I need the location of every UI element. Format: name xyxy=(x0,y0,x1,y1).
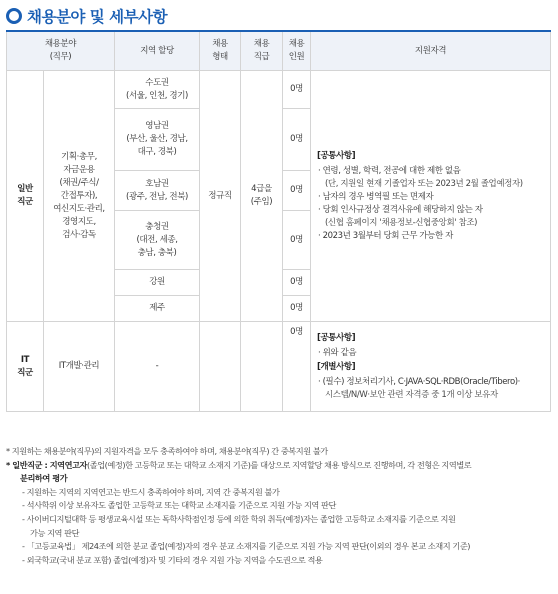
region-cell: 호남권 (광주, 전남, 전북) xyxy=(115,171,200,211)
count-cell: 0명 xyxy=(283,71,311,109)
region-cell: 영남권 (부산, 울산, 경남, 대구, 경북) xyxy=(115,109,200,171)
grade-cell: 4급을 (주임) xyxy=(241,71,283,322)
header-grade: 채용 직급 xyxy=(241,31,283,71)
header-field: 채용분야 (직무) xyxy=(7,31,115,71)
header-row xyxy=(7,31,551,71)
duty-it: IT개발·관리 xyxy=(44,322,115,412)
note-sub-line: - 외국학교(국내 분교 포함) 졸업(예정)자 및 기타의 경우 지원 가능 지역을 수도권으로 적용 xyxy=(22,554,323,565)
table-row xyxy=(7,71,551,109)
circle-bullet-icon xyxy=(6,8,22,24)
count-cell: 0명 xyxy=(283,270,311,296)
table-row xyxy=(7,322,551,412)
employment-type: 정규직 xyxy=(200,71,241,322)
region-cell: 강원 xyxy=(115,270,200,296)
header-region: 지역 할당 xyxy=(115,31,200,71)
type-it xyxy=(200,322,241,412)
note-sub-line: - 사이버디지털대학 등 평생교육시설 또는 독학사학점인정 등에 의한 학위 취득(예정)자는 졸업한 고등학교 소재지를 기준으로 지원 xyxy=(22,513,456,524)
header-count: 채용 인원 xyxy=(283,31,311,71)
note-line: 분리하여 평가 xyxy=(20,473,68,484)
header-qualification: 지원자격 xyxy=(311,31,551,71)
category-general: 일반 직군 xyxy=(7,71,44,322)
note-sub-line: - 석사학위 이상 보유자도 졸업한 고등학교 또는 대학교 소재지를 기준으로 지원 가능 지역 판단 xyxy=(22,500,336,511)
note-sub-line: - 「고등교육법」 제24조에 의한 분교 졸업(예정)자의 경우 분교 소재지를 기준으로 지원 가능 지역 판단(이외의 경우 본교 소재지 기준) xyxy=(22,541,471,552)
count-cell: 0명 xyxy=(283,109,311,171)
notes-section xyxy=(6,445,552,567)
note-line: * 지원하는 채용분야(직무)의 지원자격을 모두 충족하여야 하며, 채용분야(직무) 간 중복지원 불가 xyxy=(6,446,328,456)
region-cell: 제주 xyxy=(115,296,200,322)
count-cell: 0명 xyxy=(283,211,311,270)
region-cell: 충청권 (대전, 세종, 충남, 충북) xyxy=(115,211,200,270)
count-cell: 0명 xyxy=(283,296,311,322)
grade-it xyxy=(241,322,283,412)
count-cell: 0명 xyxy=(283,322,311,412)
qualification-general: [공통사항] · 연령, 성별, 학력, 전공에 대한 제한 없음 (단, 지원일 현재 기졸업자 또는 2023년 2월 졸업예정자) · 남자의 경우 병역필 또는 면제자 · 당회 인사규정상 결격사유에 해당하지 않는 자 (신협 홈페이지 '채용정보-신협중앙회' 참조) · 2023년 3월부터 당회 근무 가능한 자 xyxy=(311,71,551,322)
section-title: 채용분야 및 세부사항 xyxy=(6,5,167,27)
region-cell: 수도권 (서울, 인천, 경기) xyxy=(115,71,200,109)
note-sub-line: - 지원하는 지역의 지역연고는 반드시 충족하여야 하며, 지역 간 중복지원 불가 xyxy=(22,486,280,497)
region-it: - xyxy=(115,322,200,412)
header-type: 채용 형태 xyxy=(200,31,241,71)
count-cell: 0명 xyxy=(283,171,311,211)
category-it: IT 직군 xyxy=(7,322,44,412)
recruitment-table xyxy=(6,30,551,412)
duty-general: 기획·총무, 자금운용 (채권/주식/ 간접투자), 여신지도·관리, 경영지도, 검사·감독 xyxy=(44,71,115,322)
qualification-it: [공통사항] · 위와 같음 [개별사항] · (필수) 정보처리기사, C·JAVA·SQL·RDB(Oracle/Tibero)· 시스템/N/W·보안 관련 자격증 중 1개 이상 보유자 xyxy=(311,322,551,412)
note-sub-line: 가능 지역 판단 xyxy=(30,527,80,538)
note-line: * 일반직군 : 지역연고자(졸업(예정)한 고등학교 또는 대학교 소재지 기준)를 대상으로 지역할당 채용 방식으로 진행하며, 각 전형은 지역별로 xyxy=(6,459,472,470)
